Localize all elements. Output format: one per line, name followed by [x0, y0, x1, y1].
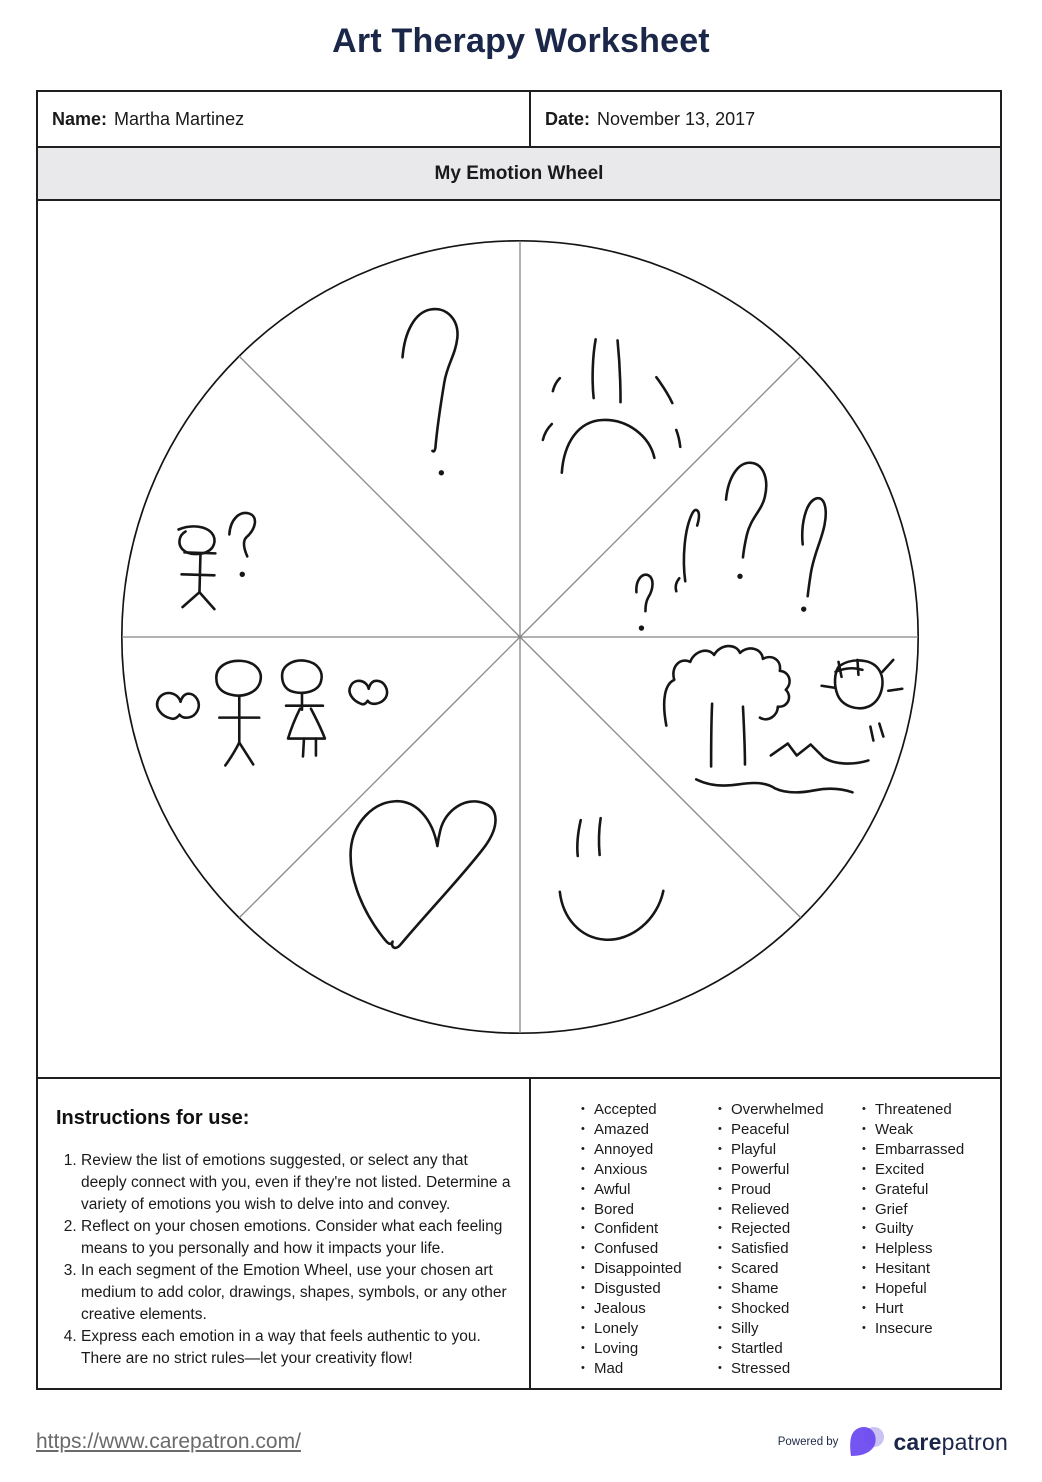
instruction-item: 2. Reflect on your chosen emotions. Consider what each feeling means to you personally and how it impacts your life. [81, 1216, 511, 1260]
emotion-item: • Disgusted [581, 1279, 718, 1299]
name-label: Name: [52, 108, 108, 129]
sketch-question-mark [403, 309, 458, 475]
sketch-question-marks-cluster [636, 463, 825, 631]
emotion-item: • Satisfied [718, 1239, 862, 1259]
section-title: My Emotion Wheel [434, 162, 604, 184]
emotion-item: • Stressed [718, 1359, 862, 1379]
emotion-item: • Excited [862, 1160, 964, 1180]
emotion-item: • Insecure [862, 1319, 964, 1339]
sketch-nature-scene [664, 646, 902, 792]
bottom-section [38, 1077, 1000, 1388]
name-date-row [38, 92, 1000, 146]
emotion-item: • Rejected [718, 1219, 862, 1239]
worksheet-table [36, 90, 1002, 1390]
emotion-column-1 [581, 1100, 718, 1388]
emotion-item: • Disappointed [581, 1259, 718, 1279]
emotion-item: • Jealous [581, 1299, 718, 1319]
emotion-wheel-drawing [38, 201, 1000, 1075]
brand-patron: patron [941, 1428, 1008, 1455]
emotion-item: • Silly [718, 1319, 862, 1339]
sketch-smiley-face [560, 818, 664, 940]
emotion-item: • Scared [718, 1259, 862, 1279]
name-value: Martha Martinez [114, 108, 245, 129]
instruction-item: 1. Review the list of emotions suggested, or select any that deeply connect with you, even if they're not listed. Determine a variety of emotions you wish to delve into and convey. [81, 1150, 511, 1216]
date-label: Date: [545, 108, 591, 129]
emotion-item: • Grief [862, 1200, 964, 1220]
emotion-item: • Confused [581, 1239, 718, 1259]
instructions-heading: Instructions for use: [56, 1107, 250, 1129]
emotion-item: • Hesitant [862, 1259, 964, 1279]
emotion-item: • Shocked [718, 1299, 862, 1319]
name-field [38, 92, 531, 146]
emotions-list-section [531, 1079, 1000, 1388]
carepatron-logo-icon [847, 1424, 887, 1460]
emotion-item: • Threatened [862, 1100, 964, 1120]
sketch-worried-face [543, 339, 680, 472]
emotion-item: • Anxious [581, 1160, 718, 1180]
instruction-item: 4. Express each emotion in a way that feels authentic to you. There are no strict rules—let your creativity flow! [81, 1326, 511, 1370]
date-field [531, 92, 1000, 146]
emotion-item: • Embarrassed [862, 1140, 964, 1160]
instructions-section [38, 1079, 531, 1388]
powered-by-label: Powered by [777, 1436, 839, 1448]
emotion-item: • Annoyed [581, 1140, 718, 1160]
sketch-stick-figure-question [179, 513, 255, 609]
emotion-item: • Startled [718, 1339, 862, 1359]
emotion-item: • Proud [718, 1180, 862, 1200]
emotion-item: • Hurt [862, 1299, 964, 1319]
emotion-item: • Loving [581, 1339, 718, 1359]
brand-care: care [893, 1428, 942, 1455]
emotion-column-3 [862, 1100, 964, 1388]
emotion-item: • Confident [581, 1219, 718, 1239]
section-header [38, 146, 1000, 199]
wheel-dividers [122, 241, 918, 1033]
instructions-list [56, 1150, 511, 1370]
emotion-item: • Accepted [581, 1100, 718, 1120]
emotion-item: • Amazed [581, 1120, 718, 1140]
emotion-item: • Powerful [718, 1160, 862, 1180]
emotion-item: • Guilty [862, 1219, 964, 1239]
emotion-item: • Grateful [862, 1180, 964, 1200]
emotion-wheel-canvas [38, 199, 1000, 1077]
powered-by [778, 1424, 1008, 1460]
emotion-item: • Weak [862, 1120, 964, 1140]
emotion-item: • Bored [581, 1200, 718, 1220]
emotion-item: • Shame [718, 1279, 862, 1299]
emotion-item: • Lonely [581, 1319, 718, 1339]
emotion-item: • Mad [581, 1359, 718, 1379]
page-title: Art Therapy Worksheet [332, 22, 710, 60]
emotion-item: • Hopeful [862, 1279, 964, 1299]
sketch-couple-with-hearts [157, 661, 387, 766]
brand-wordmark [893, 1429, 1008, 1456]
sketch-heart [351, 801, 496, 948]
emotion-item: • Peaceful [718, 1120, 862, 1140]
instruction-item: 3. In each segment of the Emotion Wheel, use your chosen art medium to add color, drawings, shapes, symbols, or any other creative elements. [81, 1260, 511, 1326]
emotion-column-2 [718, 1100, 862, 1388]
footer-link[interactable]: https://www.carepatron.com/ [36, 1430, 301, 1453]
emotion-item: • Overwhelmed [718, 1100, 862, 1120]
date-value: November 13, 2017 [597, 108, 756, 129]
emotion-item: • Awful [581, 1180, 718, 1200]
emotion-item: • Relieved [718, 1200, 862, 1220]
emotion-item: • Playful [718, 1140, 862, 1160]
emotion-item: • Helpless [862, 1239, 964, 1259]
